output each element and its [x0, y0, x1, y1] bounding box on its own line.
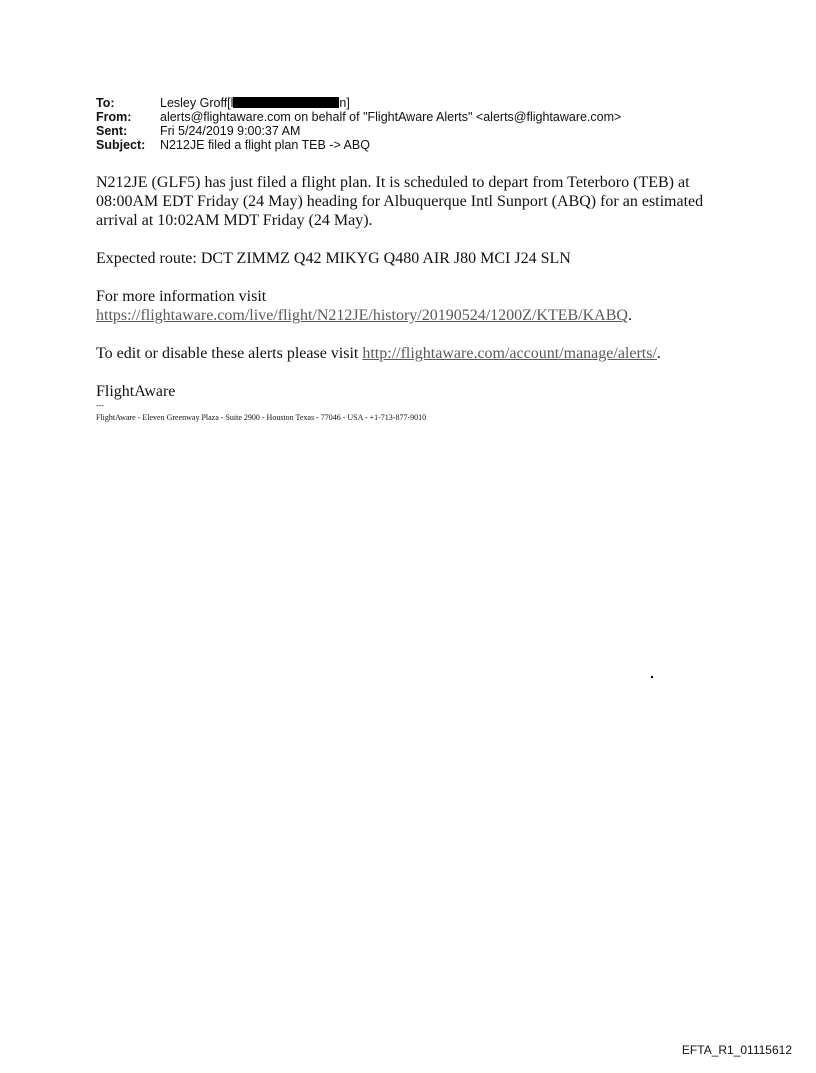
more-info-text: For more information visit: [96, 288, 267, 305]
redaction-box: [230, 96, 339, 110]
signature-separator: ---: [96, 401, 104, 410]
to-name: Lesley Groff[: [160, 96, 231, 110]
manage-alerts-link[interactable]: http://flightaware.com/account/manage/alerts/: [362, 345, 657, 362]
to-end: n]: [339, 96, 350, 110]
to-mid: l: [230, 96, 234, 110]
subject-row: [96, 138, 621, 152]
sent-value: Fri 5/24/2019 9:00:37 AM: [160, 124, 301, 138]
to-value: [160, 96, 350, 110]
flight-plan-paragraph: N212JE (GLF5) has just filed a flight plan. It is scheduled to depart from Teterboro (TEB) at 08:00AM EDT Friday (24 May) heading for Albuquerque Intl Sunport (ABQ) for an estimated arrival at 10:02AM MDT Friday (24 May).: [96, 174, 704, 229]
to-row: [96, 96, 621, 110]
flight-history-link[interactable]: https://flightaware.com/live/flight/N212JE/history/20190524/1200Z/KTEB/KABQ: [96, 307, 628, 324]
footer-address: FlightAware - Eleven Greenway Plaza - Suite 2900 - Houston Texas - 77046 - USA - +1-713-877-9010: [96, 413, 427, 422]
period: .: [627, 307, 632, 324]
stray-mark: [651, 676, 653, 678]
sent-label: Sent:: [96, 124, 128, 138]
period: .: [656, 345, 661, 362]
from-label: From:: [96, 110, 132, 124]
email-body: [96, 173, 716, 420]
from-row: [96, 110, 621, 124]
edit-text: To edit or disable these alerts please visit: [96, 345, 363, 362]
edit-alerts-paragraph: [96, 344, 716, 363]
signature: FlightAware: [96, 383, 176, 400]
sent-row: [96, 124, 621, 138]
email-header: [96, 96, 621, 152]
subject-label: Subject:: [96, 138, 146, 152]
subject-value: N212JE filed a flight plan TEB -> ABQ: [160, 138, 370, 152]
from-value: alerts@flightaware.com on behalf of "FlightAware Alerts" <alerts@flightaware.com>: [160, 110, 622, 124]
document-id: EFTA_R1_01115612: [681, 1043, 792, 1057]
more-info-paragraph: [96, 287, 716, 325]
to-label: To:: [96, 96, 115, 110]
route-paragraph: Expected route: DCT ZIMMZ Q42 MIKYG Q480 AIR J80 MCI J24 SLN: [96, 250, 571, 267]
